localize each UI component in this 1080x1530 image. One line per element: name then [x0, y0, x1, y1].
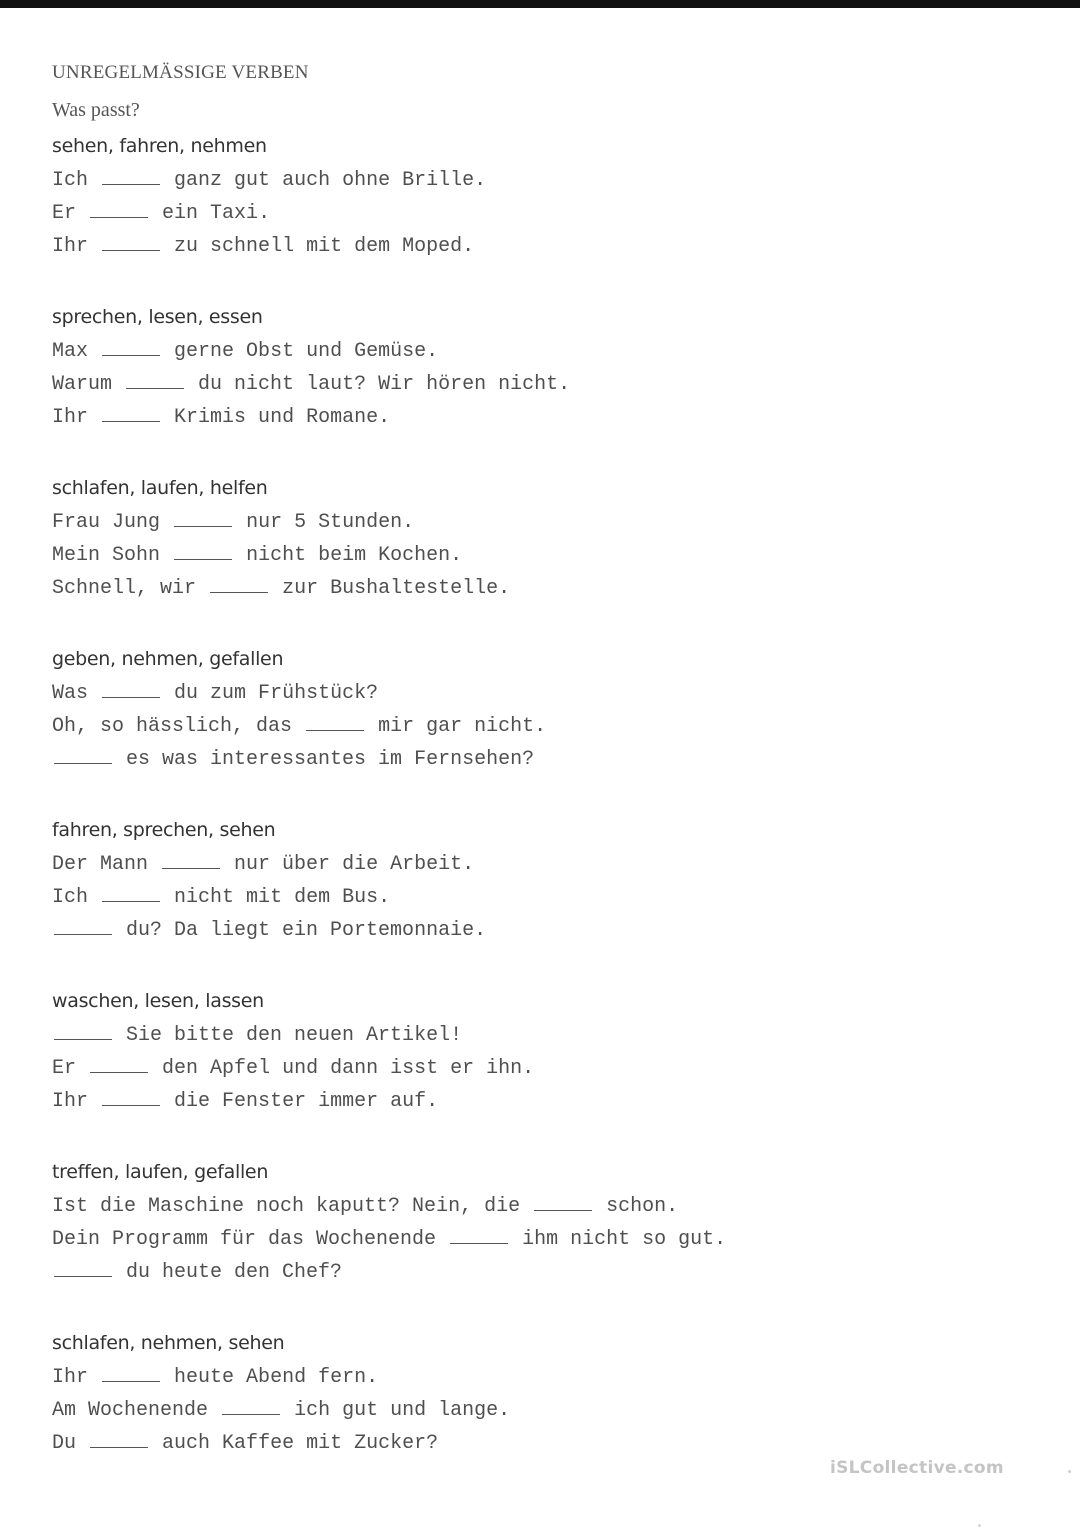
sentence-end: es was interessantes im Fernsehen?	[126, 748, 535, 771]
sentence-end: ein Taxi.	[162, 202, 271, 225]
sentence-line	[52, 1361, 1032, 1394]
answer-blank[interactable]	[90, 1432, 148, 1448]
sentence-end: nur 5 Stunden.	[246, 511, 415, 534]
sentence-end: den Apfel und dann isst er ihn.	[162, 1057, 535, 1080]
watermark-logo: iSLCollective.com	[830, 1458, 1004, 1478]
exercise-section	[52, 812, 1032, 947]
answer-blank[interactable]	[102, 340, 160, 356]
worksheet-instruction: Was passt?	[52, 99, 140, 121]
verb-list-heading: sehen, fahren, nehmen	[52, 135, 267, 157]
sentence-start: Warum	[52, 373, 113, 396]
sentence-end: Krimis und Romane.	[174, 406, 391, 429]
sentence-start: Am Wochenende	[52, 1399, 209, 1422]
sentence-end: schon.	[606, 1195, 679, 1218]
sentence-end: nicht beim Kochen.	[246, 544, 463, 567]
answer-blank[interactable]	[90, 202, 148, 218]
sentence-end: zu schnell mit dem Moped.	[174, 235, 475, 258]
sentence-start: Ihr	[52, 406, 89, 429]
sentence-line	[52, 1019, 1032, 1052]
exercise-section	[52, 299, 1032, 434]
sentence-end: du zum Frühstück?	[174, 682, 379, 705]
answer-blank[interactable]	[102, 235, 160, 251]
sentence-end: zur Bushaltestelle.	[282, 577, 511, 600]
answer-blank[interactable]	[222, 1399, 280, 1415]
answer-blank[interactable]	[54, 1024, 112, 1040]
sentence-start: Dein Programm für das Wochenende	[52, 1228, 437, 1251]
answer-blank[interactable]	[102, 682, 160, 698]
sentence-line	[52, 506, 1032, 539]
exercise-section	[52, 983, 1032, 1118]
sentence-end: du nicht laut? Wir hören nicht.	[198, 373, 571, 396]
sentence-line	[52, 401, 1032, 434]
sentence-line	[52, 572, 1032, 605]
sentence-end: die Fenster immer auf.	[174, 1090, 439, 1113]
sentence-start: Ist die Maschine noch kaputt? Nein, die	[52, 1195, 521, 1218]
verb-list-heading: schlafen, nehmen, sehen	[52, 1332, 285, 1354]
sentence-line	[52, 1085, 1032, 1118]
sentence-end: nicht mit dem Bus.	[174, 886, 391, 909]
worksheet	[52, 58, 1032, 1460]
sentence-end: mir gar nicht.	[378, 715, 547, 738]
answer-blank[interactable]	[102, 1366, 160, 1382]
sentence-start: Der Mann	[52, 853, 149, 876]
sentence-line	[52, 539, 1032, 572]
verb-list-heading: fahren, sprechen, sehen	[52, 819, 276, 841]
sentence-end: du heute den Chef?	[126, 1261, 343, 1284]
answer-blank[interactable]	[210, 577, 268, 593]
sentence-start: Ihr	[52, 1090, 89, 1113]
sentence-start: Max	[52, 340, 89, 363]
sentence-line	[52, 848, 1032, 881]
answer-blank[interactable]	[54, 1261, 112, 1277]
sentence-line	[52, 368, 1032, 401]
speck	[978, 1524, 981, 1527]
sentence-start: Mein Sohn	[52, 544, 161, 567]
sentence-end: gerne Obst und Gemüse.	[174, 340, 439, 363]
answer-blank[interactable]	[102, 406, 160, 422]
sentence-start: Ich	[52, 169, 89, 192]
sentence-start: Oh, so hässlich, das	[52, 715, 293, 738]
answer-blank[interactable]	[162, 853, 220, 869]
speck	[1068, 1470, 1071, 1473]
exercise-section	[52, 1325, 1032, 1460]
answer-blank[interactable]	[102, 169, 160, 185]
sentence-line	[52, 230, 1032, 263]
sentence-start: Ihr	[52, 1366, 89, 1389]
sentence-start: Ihr	[52, 235, 89, 258]
exercise-section	[52, 1154, 1032, 1289]
sentence-end: ganz gut auch ohne Brille.	[174, 169, 487, 192]
answer-blank[interactable]	[102, 886, 160, 902]
sentence-end: heute Abend fern.	[174, 1366, 379, 1389]
answer-blank[interactable]	[306, 715, 364, 731]
sentence-start: Ich	[52, 886, 89, 909]
answer-blank[interactable]	[126, 373, 184, 389]
sentence-line	[52, 335, 1032, 368]
sentence-line	[52, 164, 1032, 197]
verb-list-heading: schlafen, laufen, helfen	[52, 477, 268, 499]
sentence-end: Sie bitte den neuen Artikel!	[126, 1024, 463, 1047]
sentence-line	[52, 881, 1032, 914]
verb-list-heading: treffen, laufen, gefallen	[52, 1161, 269, 1183]
sentence-line	[52, 743, 1032, 776]
answer-blank[interactable]	[102, 1090, 160, 1106]
sentence-start: Was	[52, 682, 89, 705]
verb-list-heading: sprechen, lesen, essen	[52, 306, 263, 328]
sentence-line	[52, 1394, 1032, 1427]
sentence-line	[52, 1052, 1032, 1085]
sentence-end: ihm nicht so gut.	[522, 1228, 727, 1251]
sentence-line	[52, 1427, 1032, 1460]
worksheet-title: UNREGELMÄSSIGE VERBEN	[52, 62, 309, 83]
exercise-section	[52, 470, 1032, 605]
verb-list-heading: waschen, lesen, lassen	[52, 990, 264, 1012]
answer-blank[interactable]	[174, 511, 232, 527]
sentence-line	[52, 197, 1032, 230]
exercise-section	[52, 641, 1032, 776]
answer-blank[interactable]	[90, 1057, 148, 1073]
answer-blank[interactable]	[174, 544, 232, 560]
sentence-start: Schnell, wir	[52, 577, 197, 600]
answer-blank[interactable]	[534, 1195, 592, 1211]
sentence-end: auch Kaffee mit Zucker?	[162, 1432, 439, 1455]
sentence-start: Du	[52, 1432, 77, 1455]
sentence-start: Er	[52, 1057, 77, 1080]
sentence-start: Er	[52, 202, 77, 225]
answer-blank[interactable]	[54, 748, 112, 764]
sentence-start: Frau Jung	[52, 511, 161, 534]
sentence-end: nur über die Arbeit.	[234, 853, 475, 876]
exercise-sections	[52, 128, 1032, 1460]
verb-list-heading: geben, nehmen, gefallen	[52, 648, 284, 670]
top-black-bar	[0, 0, 1080, 8]
sentence-line	[52, 1190, 1032, 1223]
sentence-line	[52, 710, 1032, 743]
sentence-line	[52, 677, 1032, 710]
sentence-end: ich gut und lange.	[294, 1399, 511, 1422]
answer-blank[interactable]	[54, 919, 112, 935]
sentence-end: du? Da liegt ein Portemonnaie.	[126, 919, 487, 942]
answer-blank[interactable]	[450, 1228, 508, 1244]
exercise-section	[52, 128, 1032, 263]
sentence-line	[52, 1256, 1032, 1289]
sentence-line	[52, 914, 1032, 947]
sentence-line	[52, 1223, 1032, 1256]
